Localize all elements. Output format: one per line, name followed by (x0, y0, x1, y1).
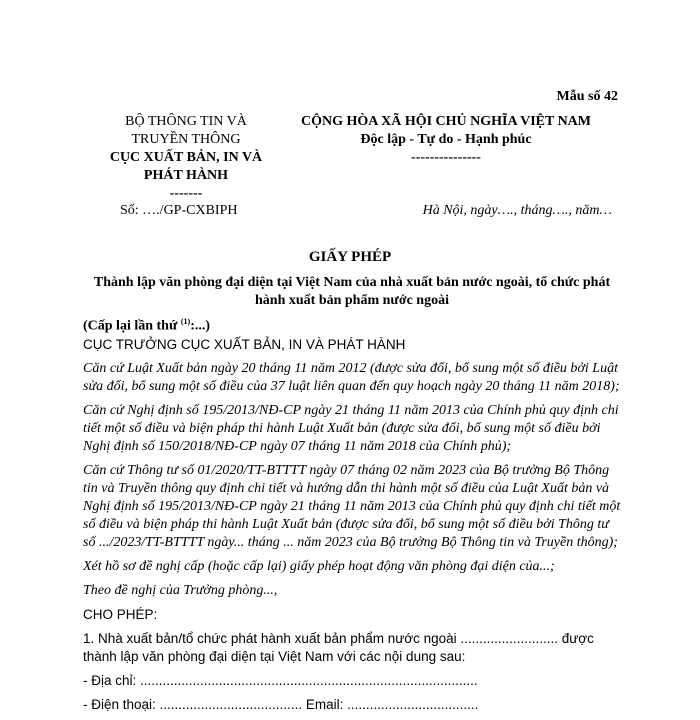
phone-email-field: - Điện thoại: ...................................... Email: ................................... (83, 697, 479, 712)
department-line-1: CỤC XUẤT BẢN, IN VÀ (109, 150, 263, 165)
form-number: Mẫu số 42 (556, 89, 618, 104)
legal-basis-2: Căn cứ Nghị định số 195/2013/NĐ-CP ngày 21 tháng 11 năm 2013 của Chính phủ quy định chi tiết một số điều và biện pháp thi hành Luật Xuất bản (được sửa đổi, bổ sung một số điều bởi Nghị định số 150/2018/NĐ-CP ngày 07 tháng 11 năm 2018 của Chính phủ); (83, 403, 619, 454)
document-subtitle: Thành lập văn phòng đại diện tại Việt Nam của nhà xuất bản nước ngoài, tổ chức phát hành xuất bản phẩm nước ngoài (93, 275, 611, 308)
issuing-agency-header (96, 113, 276, 203)
reissue-prefix: (Cấp lại lần thứ (83, 318, 181, 334)
national-header (296, 113, 596, 167)
legal-basis-3: Căn cứ Thông tư số 01/2020/TT-BTTTT ngày 07 tháng 02 năm 2023 của Bộ trưởng Bộ Thông tin và Truyền thông quy định chi tiết và hướng dẫn thi hành một số điều của Luật Xuất bản và Nghị định số 195/2013/NĐ-CP ngày 21 tháng 11 năm 2013 của Chính phủ quy định chi tiết một số điều và biện pháp thi hành Luật Xuất bản (được sửa đổi, bổ sung một số điều bởi Thông tư số .../2023/TT-BTTTT ngày... tháng ... năm 2023 của Bộ trưởng Bộ Thông tin và Truyền thông); (83, 463, 621, 550)
place-date: Hà Nội, ngày…., tháng…., năm… (422, 203, 612, 218)
reissue-suffix: :...) (190, 318, 211, 334)
legal-basis-1: Căn cứ Luật Xuất bản ngày 20 tháng 11 năm 2012 (được sửa đổi, bổ sung một số điều bởi Luật sửa đổi, bổ sung một số điều của 37 luật liên quan đến quy hoạch ngày 20 tháng 11 năm 2018); (83, 361, 620, 394)
reissue-line (83, 317, 210, 335)
legal-basis-5: Theo đề nghị của Trưởng phòng..., (83, 583, 278, 598)
national-motto: Độc lập - Tự do - Hạnh phúc (360, 132, 532, 147)
footnote-marker: (1) (180, 317, 191, 326)
permit-item-1: 1. Nhà xuất bản/tổ chức phát hành xuất bản phẩm nước ngoài .......................... được thành lập văn phòng đại diện tại Việt Nam với các nội dung sau: (83, 631, 594, 664)
right-separator: --------------- (411, 150, 481, 165)
document-title: GIẤY PHÉP (308, 249, 392, 265)
address-field: - Địa chỉ: .......................................................................................... (83, 673, 478, 688)
permit-heading: CHO PHÉP: (83, 607, 158, 622)
document-body (83, 336, 623, 720)
republic-title: CỘNG HÒA XÃ HỘI CHỦ NGHĨA VIỆT NAM (300, 114, 591, 129)
department-line-2: PHÁT HÀNH (143, 168, 229, 183)
legal-basis-4: Xét hồ sơ đề nghị cấp (hoặc cấp lại) giấy phép hoạt động văn phòng đại diện của...; (83, 559, 555, 574)
document-number: Số: …./GP-CXBIPH (120, 203, 238, 218)
authority-heading: CỤC TRƯỞNG CỤC XUẤT BẢN, IN VÀ PHÁT HÀNH (83, 337, 406, 352)
ministry-line-2: TRUYỀN THÔNG (131, 132, 241, 147)
left-separator: ------- (169, 186, 203, 201)
ministry-line-1: BỘ THÔNG TIN VÀ (125, 114, 247, 129)
